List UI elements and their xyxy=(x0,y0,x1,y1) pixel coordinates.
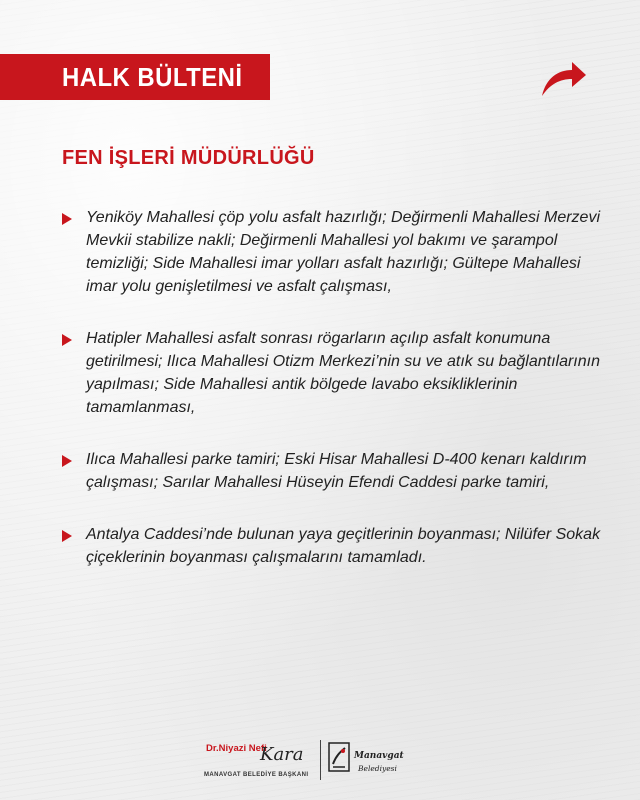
curved-arrow-icon[interactable] xyxy=(538,56,588,98)
bullet-triangle-icon xyxy=(62,213,72,225)
bulletin-list xyxy=(62,206,602,598)
list-item xyxy=(62,327,602,419)
list-item-text: Hatipler Mahallesi asfalt sonrası rögarların açılıp asfalt konumuna getirilmesi; Ilıca Mahallesi Otizm Merkezi’nin su ve atık su bağlantılarının yapılması; Side Mahallesi antik bölgede lavabo eksikliklerinin tamamlanması, xyxy=(86,330,600,416)
list-item xyxy=(62,523,602,569)
list-item-text: Yeniköy Mahallesi çöp yolu asfalt hazırlığı; Değirmenli Mahallesi Merzevi Mevkii stabilize nakli; Değirmenli Mahallesi yol bakımı ve şarampol temizliği; Side Mahallesi imar yolları asfalt hazırlığı; Gültepe Mahallesi imar yolu genişletilmesi ve asfalt çalışması, xyxy=(86,209,600,295)
list-item xyxy=(62,448,602,494)
signature-name: Dr.Niyazi Nefi xyxy=(206,743,267,754)
list-item-text: Ilıca Mahallesi parke tamiri; Eski Hisar Mahallesi D-400 kenarı kaldırım çalışması; Sarılar Mahallesi Hüseyin Efendi Caddesi parke tamiri, xyxy=(86,451,587,491)
municipality-logo xyxy=(328,740,418,782)
municipality-emblem-icon xyxy=(328,742,350,772)
bullet-triangle-icon xyxy=(62,334,72,346)
header-banner xyxy=(0,54,270,100)
banner-title: HALK BÜLTENİ xyxy=(62,61,243,92)
logo-subtitle: Belediyesi xyxy=(358,764,397,773)
footer xyxy=(0,736,640,786)
list-item xyxy=(62,206,602,298)
signature-title: MANAVGAT BELEDİYE BAŞKANI xyxy=(204,772,309,778)
logo-name: Manavgat xyxy=(354,751,404,761)
section-title: FEN İŞLERİ MÜDÜRLÜĞÜ xyxy=(62,147,315,169)
footer-divider xyxy=(320,740,321,780)
mayor-signature xyxy=(202,740,316,782)
bullet-triangle-icon xyxy=(62,455,72,467)
signature-surname: Kara xyxy=(260,744,304,765)
bullet-triangle-icon xyxy=(62,530,72,542)
list-item-text: Antalya Caddesi’nde bulunan yaya geçitlerinin boyanması; Nilüfer Sokak çiçeklerinin boyanması çalışmalarını tamamladı. xyxy=(86,526,601,566)
